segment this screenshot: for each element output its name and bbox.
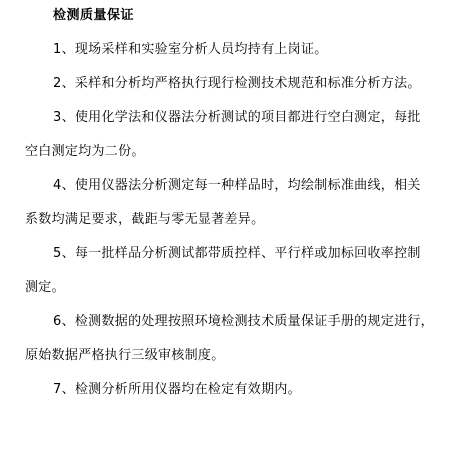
item-7-line-1: 7、检测分析所用仪器均在检定有效期内。 [53,382,301,397]
item-2-line-1: 2、采样和分析均严格执行现行检测技术规范和标准分析方法。 [53,76,421,91]
item-3-line-2: 空白测定均为二份。 [25,144,145,159]
item-1-line-1: 1、现场采样和实验室分析人员均持有上岗证。 [53,42,328,57]
item-6-line-1: 6、检测数据的处理按照环境检测技术质量保证手册的规定进行， [53,314,434,329]
item-5-line-2: 测定。 [25,280,65,295]
item-6-line-2: 原始数据严格执行三级审核制度。 [25,348,225,363]
item-4-line-1: 4、使用仪器法分析测定每一种样品时，均绘制标准曲线，相关 [53,178,421,193]
item-5-line-1: 5、每一批样品分析测试都带质控样、平行样或加标回收率控制 [53,246,421,261]
item-4-line-2: 系数均满足要求，截距与零无显著差异。 [25,212,265,227]
item-3-line-1: 3、使用化学法和仪器法分析测试的项目都进行空白测定，每批 [53,110,421,125]
section-heading: 检测质量保证 [53,8,135,23]
